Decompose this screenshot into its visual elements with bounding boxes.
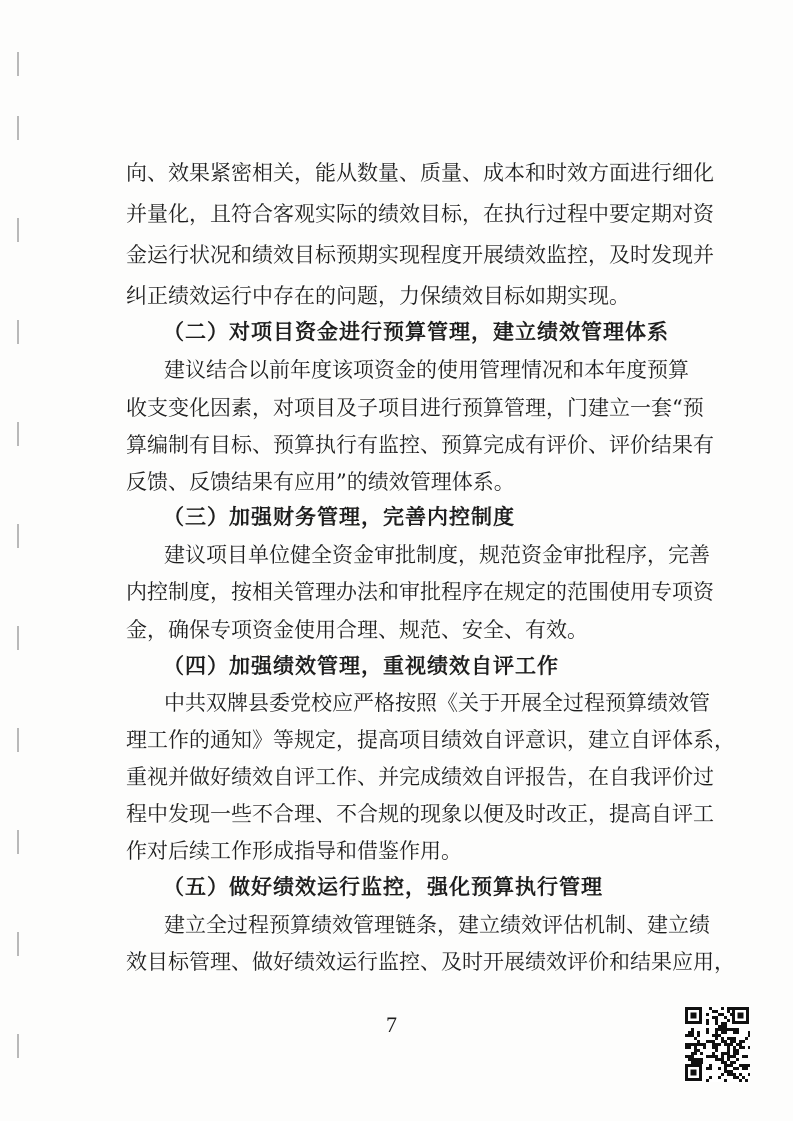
section-heading: （二）对项目资金进行预算管理，建立绩效管理体系 (163, 319, 669, 344)
binding-mark (17, 830, 19, 854)
paragraph-line: 内控制度，按相关管理办法和审批程序在规定的范围使用专项资 (126, 580, 714, 604)
binding-mark (17, 728, 19, 752)
paragraph-line: 理工作的通知》等规定，提高项目绩效自评意识，建立自评体系， (126, 728, 735, 752)
paragraph-line: 算编制有目标、预算执行有监控、预算完成有评价、评价结果有 (126, 433, 714, 457)
paragraph-line: 重视并做好绩效自评工作、并完成绩效自评报告，在自我评价过 (126, 765, 714, 789)
paragraph-line: 金，确保专项资金使用合理、规范、安全、有效。 (126, 618, 588, 642)
paragraph-line: 收支变化因素，对项目及子项目进行预算管理，门建立一套“预 (126, 396, 704, 420)
paragraph-line: 效目标管理、做好绩效运行监控、及时开展绩效评价和结果应用， (126, 950, 735, 974)
paragraph-line: 建议结合以前年度该项资金的使用管理情况和本年度预算 (164, 358, 689, 382)
binding-mark (17, 320, 19, 344)
paragraph-line: 反馈、反馈结果有应用”的绩效管理体系。 (126, 470, 515, 494)
paragraph-line: 向、效果紧密相关，能从数量、质量、成本和时效方面进行细化 (126, 161, 714, 185)
section-heading: （四）加强绩效管理，重视绩效自评工作 (163, 653, 559, 678)
page-number: 7 (386, 1012, 397, 1037)
binding-mark (17, 524, 19, 548)
section-heading: （三）加强财务管理，完善内控制度 (163, 504, 515, 529)
section-heading: （五）做好绩效运行监控，强化预算执行管理 (163, 874, 603, 899)
binding-mark (17, 1034, 19, 1058)
paragraph-line: 金运行状况和绩效目标预期实现程度开展绩效监控，及时发现并 (126, 243, 714, 267)
paragraph-line: 作对后续工作形成指导和借鉴作用。 (126, 839, 462, 863)
paragraph-line: 程中发现一些不合理、不合规的现象以便及时改正，提高自评工 (126, 802, 714, 826)
paragraph-line: 中共双牌县委党校应严格按照《关于开展全过程预算绩效管 (164, 691, 710, 715)
paragraph-line: 建立全过程预算绩效管理链条，建立绩效评估机制、建立绩 (164, 913, 710, 937)
binding-mark (17, 218, 19, 242)
binding-mark (17, 52, 19, 76)
paragraph-line: 建议项目单位健全资金审批制度，规范资金审批程序，完善 (164, 543, 710, 567)
paragraph-line: 并量化，且符合客观实际的绩效目标，在执行过程中要定期对资 (126, 202, 714, 226)
binding-mark (17, 626, 19, 650)
paragraph-line: 纠正绩效运行中存在的问题，力保绩效目标如期实现。 (126, 284, 630, 308)
binding-mark (17, 932, 19, 956)
binding-mark (17, 422, 19, 446)
binding-mark (17, 116, 19, 140)
qr-code-icon (684, 1006, 750, 1082)
